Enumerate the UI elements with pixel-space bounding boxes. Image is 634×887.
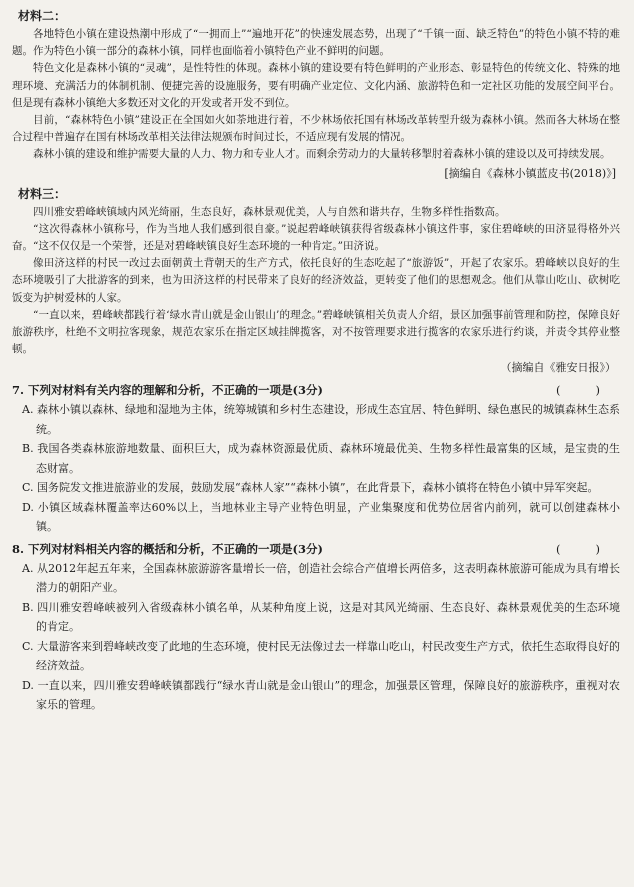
material-3-source: （摘编自《雅安日报》） [500, 361, 616, 375]
material-2-paragraph: 各地特色小镇在建设热潮中形成了“一拥而上”“遍地开花”的快速发展态势，出现了“千镇一面、缺乏特色”的特色小镇不特的难题。作为特色小镇一部分的森林小镇，同样也面临着小镇特色产业不鲜明的问题。 [12, 28, 620, 58]
material-2-source: [摘编自《森林小镇蓝皮书(2018)》] [444, 166, 616, 180]
option-d: D. 一直以来，四川雅安碧峰峡镇都践行“绿水青山就是金山银山”的理念，加强景区管理，保障良好的旅游秩序，重视对农家乐的管理。 [22, 678, 620, 712]
material-2 [12, 6, 620, 184]
material-3-paragraph: “这次得森林小镇称号，作为当地人我们感到很自豪。”说起碧峰峡镇获得省级森林小镇这件事，家住碧峰峡的田济显得格外兴奋。“这不仅仅是一个荣誉，还是对碧峰峡镇良好生态环境的一种肯定。”田济说。 [12, 222, 620, 253]
answer-blank: ( ) [556, 541, 604, 556]
question-8-text: 8. 下列对材料相关内容的概括和分析，不正确的一项是(3分) [12, 541, 323, 556]
material-3-paragraph: “一直以来，碧峰峡都践行着‘绿水青山就是金山银山’的理念。”碧峰峡镇相关负责人介绍，景区加强事前管理和防控，保障良好旅游秩序，杜绝不文明拉客现象，规范农家乐在指定区域挂牌揽客，对不按管理要求进行揽客的农家乐进行约谈，并责令其停业整顿。 [12, 308, 620, 356]
option-b: B. 四川雅安碧峰峡被列入省级森林小镇名单，从某种角度上说，这是对其风光绮丽、生态良好、森林景观优美的生态环境的肯定。 [22, 600, 620, 634]
material-3-heading: 材料三： [18, 186, 67, 201]
material-2-heading: 材料二： [18, 9, 67, 23]
material-2-paragraph: 特色文化是森林小镇的“灵魂”，是性特性的体现。森林小镇的建设要有特色鲜明的产业形态、彰显特色的传统文化、特殊的地理环境、充满活力的体制机制、便捷完善的设施服务，要有明确产业定位、文化内涵、旅游特色和一定社区功能的发展空间平台。但是现有森林小镇绝大多数还对文化的开发或者开发不到位。 [12, 62, 620, 109]
question-7-text: 7. 下列对材料有关内容的理解和分析，不正确的一项是(3分) [12, 383, 323, 398]
question-8 [12, 539, 620, 715]
question-8-stem [12, 539, 620, 559]
material-2-paragraph: 目前，“森林特色小镇”建设正在全国如火如荼地进行着，不少林场依托国有林场改革转型升级为森林小镇。然而各大林场在整合过程中普遍存在国有林场改革相关法律法规颁布时间过长，不适应现有发展的情况。 [12, 114, 620, 144]
answer-blank: ( ) [556, 383, 604, 398]
option-c: C. 大量游客来到碧峰峡改变了此地的生态环境，使村民无法像过去一样靠山吃山，村民改变生产方式，依托生态取得良好的经济效益。 [22, 639, 621, 673]
question-7 [12, 380, 620, 537]
material-3 [12, 184, 620, 379]
option-a: A. 森林小镇以森林、绿地和湿地为主体，统筹城镇和乡村生态建设，形成生态宜居、特色鲜明、绿色惠民的城镇森林生态系统。 [22, 403, 620, 436]
option-d: D. 小镇区域森林覆盖率达60%以上，当地林业主导产业特色明显，产业集聚度和优势位居省内前列，就可以创建森林小镇。 [22, 500, 620, 534]
material-3-paragraph: 像田济这样的村民一改过去面朝黄土背朝天的生产方式，依托良好的生态吃起了“旅游饭”，开起了农家乐。碧峰峡以良好的生态环境吸引了大批游客的到来，也为田济这样的村民带来了良好的经济效益，更转变了他们的思想观念。他们从靠山吃山、砍树吃饭变为护树爱林的人家。 [12, 257, 620, 304]
question-7-stem [12, 380, 620, 400]
option-b: B. 我国各类森林旅游地数量、面积巨大，成为森林资源最优质、森林环境最优美、生物多样性最富集的区域，是宝贵的生态财富。 [22, 442, 620, 475]
option-a: A. 从2012年起五年来，全国森林旅游游客量增长一倍，创造社会综合产值增长两倍多，这表明森林旅游可能成为具有增长潜力的朝阳产业。 [22, 561, 620, 595]
material-2-paragraph: 森林小镇的建设和维护需要大量的人力、物力和专业人才。而剩余劳动力的大量转移掣肘着森林小镇的建设以及可持续发展。 [33, 148, 611, 161]
material-3-paragraph: 四川雅安碧峰峡镇域内风光绮丽，生态良好，森林景观优美，人与自然和谐共存，生物多样性指数高。 [33, 205, 506, 218]
option-c: C. 国务院发文推进旅游业的发展，鼓励发展“森林人家”“森林小镇”，在此背景下，森林小镇将在特色小镇中异军突起。 [22, 481, 599, 495]
